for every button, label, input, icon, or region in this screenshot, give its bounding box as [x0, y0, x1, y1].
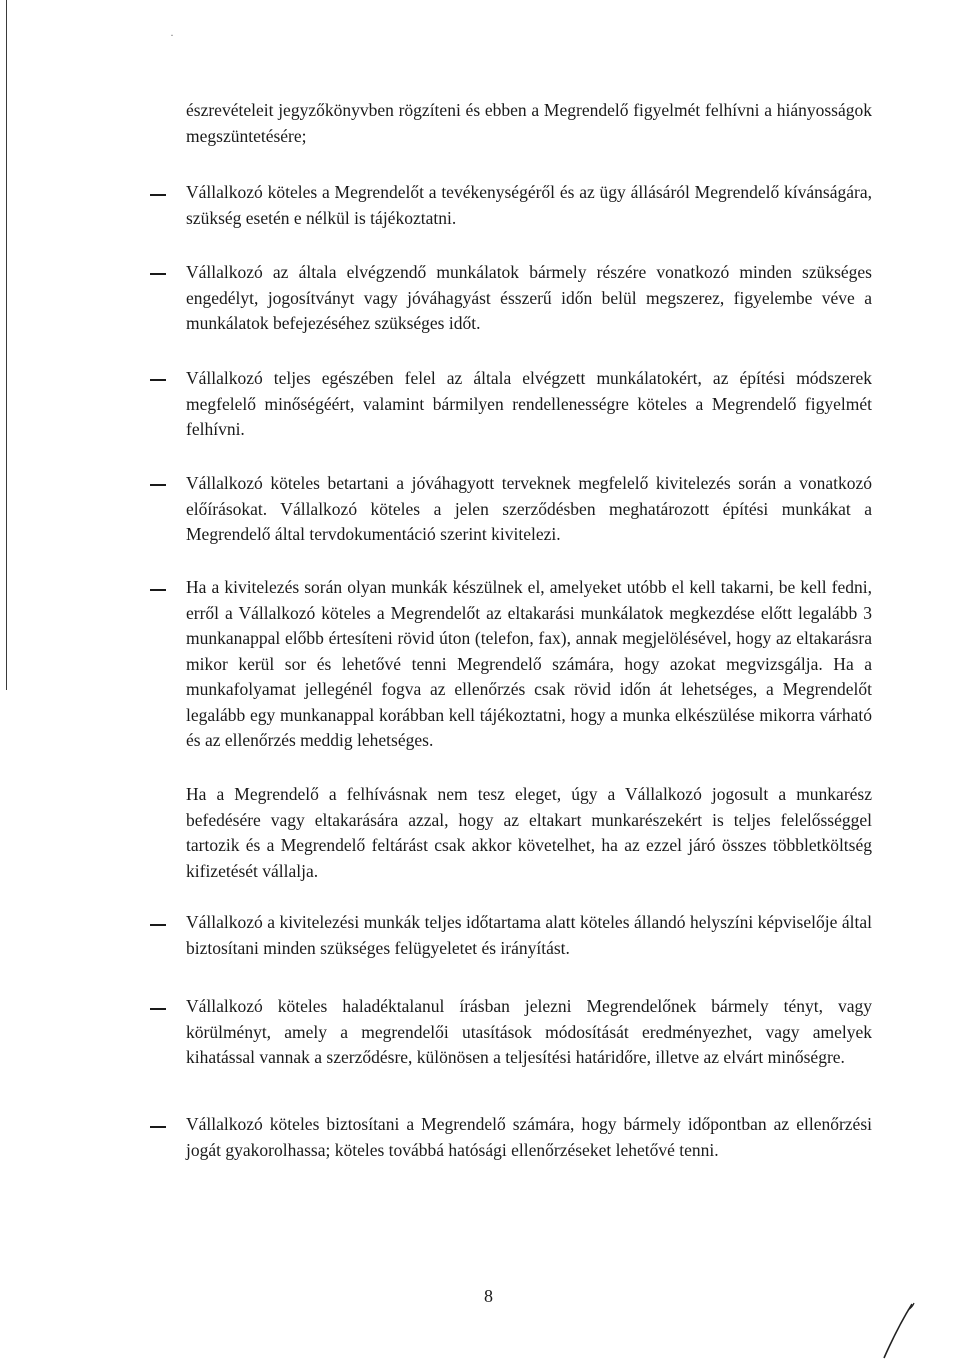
- paragraph-5: Ha a kivitelezés során olyan munkák készülnek el, amelyeket utóbb el kell takarni, be kell fedni, erről a Vállalkozó köteles a Megrendelőt az eltakarási munkálatok megkezdése előtt legalább 3 munkanappal előbb értesíteni rövid úton (telefon, fax), annak megjelölésével, hogy az eltakarásra mikor kerül sor és lehetővé tenni Megrendelő számára, hogy azokat megvizsgálja. Ha a munkafolyamat jellegénél fogva az ellenőrzés csak rövid időn át lehetséges, a Megrendelőt legalább egy munkanappal korábban kell tájékoztatni, hogy a munka elkészülése mikorra várható és az ellenőrzés meddig lehetséges.: [186, 577, 872, 750]
- bullet-dash-5: [150, 589, 166, 591]
- scan-edge-line: [6, 0, 7, 690]
- paragraph-7: Vállalkozó a kivitelezési munkák teljes időtartama alatt köteles állandó helyszíni képviselője által biztosítani minden szükséges felügyeletet és irányítást.: [186, 912, 872, 958]
- signature-mark: [878, 1300, 918, 1360]
- paragraph-2: Vállalkozó az általa elvégzendő munkálatok bármely részére vonatkozó minden szükséges engedélyt, jogosítványt vagy jóváhagyást ésszerű időn belül megszerez, figyelembe véve a munkálatok befejezéséhez szükséges időt.: [186, 262, 872, 333]
- paragraph-0: észrevételeit jegyzőkönyvben rögzíteni és ebben a Megrendelő figyelmét felhívni a hiányosságok megszüntetésére;: [186, 100, 872, 146]
- bullet-dash-2: [150, 273, 166, 275]
- paragraph-9: Vállalkozó köteles biztosítani a Megrendelő számára, hogy bármely időpontban az ellenőrzési jogát gyakorolhassa; köteles továbbá hatósági ellenőrzéseket lehetővé tenni.: [186, 1114, 872, 1160]
- bullet-dash-7: [150, 924, 166, 926]
- paragraph-6: Ha a Megrendelő a felhívásnak nem tesz eleget, úgy a Vállalkozó jogosult a munkarész befedésére vagy eltakarására azzal, hogy az eltakart munkarészekért is teljes felelősséggel tartozik és a Megrendelő feltárást csak akkor követelhet, ha az ezzel járó összes többletköltség kifizetését vállalja.: [186, 784, 872, 881]
- bullet-dash-3: [150, 379, 166, 381]
- bullet-dash-4: [150, 484, 166, 486]
- paragraph-8: Vállalkozó köteles haladéktalanul írásban jelezni Megrendelőnek bármely tényt, vagy körülményt, amely a megrendelői utasítások módosítását eredményezhet, vagy amelyek kihatással vannak a szerződésre, különösen a teljesítési határidőre, illetve az elvárt minőségre.: [186, 996, 872, 1067]
- bullet-dash-1: [150, 194, 166, 196]
- bullet-dash-9: [150, 1126, 166, 1128]
- paragraph-4: Vállalkozó köteles betartani a jóváhagyott terveknek megfelelő kivitelezés során a vonatkozó előírásokat. Vállalkozó köteles a jelen szerződésben meghatározott építési munkákat a Megrendelő által tervdokumentáció szerint kivitelezi.: [186, 473, 872, 544]
- paragraph-3: Vállalkozó teljes egészében felel az általa elvégzett munkálatokért, az építési módszerek megfelelő minőségéért, valamint bármilyen rendellenességre köteles a Megrendelő figyelmét felhívni.: [186, 368, 872, 439]
- paragraph-1: Vállalkozó köteles a Megrendelőt a tevékenységéről és az ügy állásáról Megrendelő kívánságára, szükség esetén e nélkül is tájékoztatni.: [186, 182, 872, 228]
- page-number: 8: [484, 1286, 493, 1306]
- scan-mark: ·: [170, 28, 174, 42]
- bullet-dash-8: [150, 1008, 166, 1010]
